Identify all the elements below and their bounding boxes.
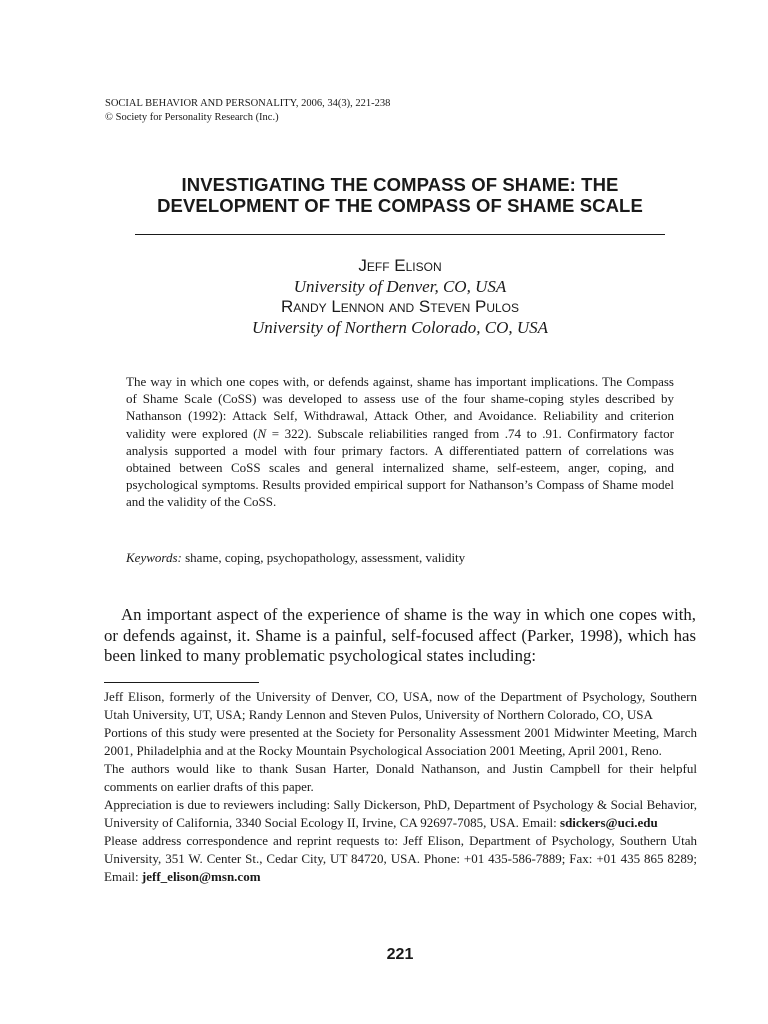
page-number: 221 <box>386 946 414 963</box>
author-1-name: Jeff Elison <box>358 256 442 275</box>
abstract-part-2: = 322). Subscale reliabilities ranged from .74 to .91. Confirmatory factor analysis supported a model with four primary factors. A differentiated pattern of correlations was obtained between CoSS scales and general internalized shame, self-esteem, anger, coping, and psychological symptoms. Results provided empirical support for Nathanson’s Compass of Shame model and the validity of the CoSS. <box>126 425 674 510</box>
journal-copyright: © Society for Personality Research (Inc.) <box>105 112 279 123</box>
footnote-presentations: Portions of this study were presented at the Society for Personality Assessment 2001 Midwinter Meeting, March 2001, Philadelphia and at the Rocky Mountain Psychological Association 2001 Meeting, April 2001, Reno. <box>104 725 697 758</box>
journal-header <box>105 97 390 125</box>
footnote-divider <box>104 682 259 683</box>
keywords <box>126 549 674 566</box>
abstract-part-1: The way in which one copes with, or defends against, shame has important implications. The Compass of Shame Scale (CoSS) was developed to assess use of the four shame-coping styles described by Nathanson (1992): Attack Self, Withdrawal, Attack Other, and Avoidance. Reliability and criterion validity were explored ( <box>126 374 674 441</box>
reviewer-email-link[interactable]: sdickers@uci.edu <box>560 815 658 830</box>
footnote-correspondence <box>104 832 697 886</box>
author-block <box>100 256 700 338</box>
correspondence-email-link[interactable]: jeff_elison@msn.com <box>141 869 261 884</box>
body-text <box>104 605 696 667</box>
title-line-1: INVESTIGATING THE COMPASS OF SHAME: THE <box>181 174 619 195</box>
footnote-correspondence-text: Please address correspondence and reprint requests to: Jeff Elison, Department of Psychology, Southern Utah University, 351 W. Center St., Cedar City, UT 84720, USA. Phone: +01 435-586-7889; Fax: +01 435 865 8289; Email: <box>104 833 697 884</box>
paper-title <box>100 174 700 216</box>
author-2-affiliation: University of Northern Colorado, CO, USA <box>251 318 549 337</box>
title-divider <box>135 234 665 235</box>
journal-citation: SOCIAL BEHAVIOR AND PERSONALITY, 2006, 34(3), 221-238 <box>105 98 391 109</box>
footnotes <box>104 688 697 886</box>
footnote-reviewers <box>104 796 697 832</box>
title-line-2: DEVELOPMENT OF THE COMPASS OF SHAME SCALE <box>157 195 643 216</box>
keywords-list: shame, coping, psychopathology, assessment, validity <box>181 550 466 565</box>
author-2-names: Randy Lennon and Steven Pulos <box>281 297 519 316</box>
footnote-acknowledgments: The authors would like to thank Susan Harter, Donald Nathanson, and Justin Campbell for their helpful comments on earlier drafts of this paper. <box>104 761 697 794</box>
footnote-affiliations: Jeff Elison, formerly of the University of Denver, CO, USA, now of the Department of Psychology, Southern Utah University, UT, USA; Randy Lennon and Steven Pulos, University of Northern Colorado, CO, USA <box>104 689 697 722</box>
body-paragraph: An important aspect of the experience of shame is the way in which one copes with, or defends against, it. Shame is a painful, self-focused affect (Parker, 1998), which has been linked to many problematic psychological states including: <box>104 605 696 665</box>
abstract <box>126 373 674 511</box>
footnote-reviewers-text: Appreciation is due to reviewers including: Sally Dickerson, PhD, Department of Psychology & Social Behavior, University of California, 3340 Social Ecology II, Irvine, CA 92697-7085, USA. Email: <box>104 797 697 830</box>
abstract-n-symbol: N <box>257 425 267 441</box>
author-1-affiliation: University of Denver, CO, USA <box>293 277 507 296</box>
keywords-label: Keywords: <box>126 550 182 565</box>
